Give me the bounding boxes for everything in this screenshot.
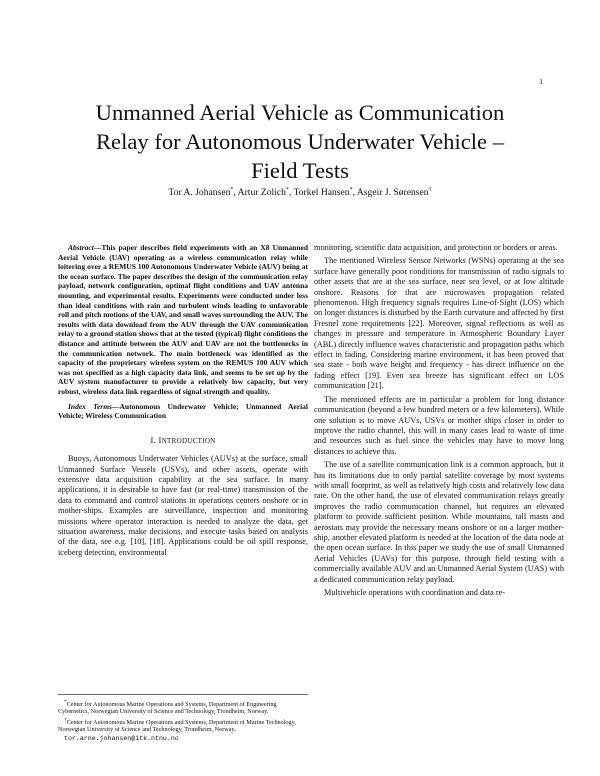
title-line-1: Unmanned Aerial Vehicle as Communication xyxy=(95,100,505,125)
left-column xyxy=(58,243,308,558)
author-name: Tor A. Johansen xyxy=(168,187,231,199)
index-terms xyxy=(58,402,308,421)
section-number: I. xyxy=(150,434,157,445)
author-name: Torkel Hansen xyxy=(293,187,350,199)
intro-paragraph-1: Buoys, Autonomous Underwater Vehicles (AUVs) at the surface, small Unmanned Surface Vessels (USVs), and other assets, operate with extensive data acquisition capability at the sea surface. In many applications, it is desirable to have fast (or real-time) transmission of the data to command and control stations in operations centers onshore or in mother-ships. Examples are surveillance, inspection and monitoring missions where operator interaction is needed to analyze the data, get situation awareness, make decisions, and execute tasks based on analysis of the data, see e.g. [10], [18]. Applications could be oil spill response, iceberg detection, environmental xyxy=(58,454,308,557)
paper-title xyxy=(60,98,540,185)
index-terms-text: —Autonomous Underwater Vehicle; Unmanned Aerial Vehicle; Wireless Communication xyxy=(58,401,309,421)
author-affil-mark: * xyxy=(285,187,289,193)
abstract-text: —This paper describes field experiments with an X8 Unmanned Aerial Vehicle (UAV) operating as a wireless communication relay while loitering over a REMUS 100 Autonomous Underwater Vehicle (AUV) being at the ocean surface. The paper describes the design of the communication relay payload, network configuration, optimal flight conditions and UAV antenna mounting, and experimental results. Experiments were conducted under less than ideal conditions with rain and turbulent winds leading to unfavorable roll and pitch motions of the UAV, and small waves surrounding the AUV. The results with data download from the AUV through the UAV communication relay to a ground station shows that at the tested (typical) flight conditions the distance and attitude between the AUV and UAV are not the bottlenecks in the communication network. The main bottleneck was identified as the capacity of the proprietary wireless system on the REMUS 100 AUV which was not specified as a high capacity data link, and seems to be set up by the AUV system manufacturer to provide a relatively low capacity, but very robust, wireless data link regardless of signal strength and quality. xyxy=(58,243,308,396)
author-name: Asgeir J. Sørensen xyxy=(356,187,429,199)
footnotes xyxy=(58,694,308,743)
abstract xyxy=(58,243,308,397)
footnote-affiliation-1 xyxy=(58,699,308,716)
section-title-cap: I xyxy=(158,434,162,445)
right-column xyxy=(314,243,564,598)
title-line-2: Relay for Autonomous Underwater Vehicle – xyxy=(95,129,505,154)
section-heading-introduction xyxy=(58,435,308,446)
footnote-text: Center for Autonomous Marine Operations and Systems, Department of Engineering Cybernetics, Norwegian University of Science and Technology, Trondheim, Norway. xyxy=(58,701,277,716)
intro-paragraph-3: The mentioned effects are in particular a problem for long distance communication (beyond a few hundred meters or a few kilometers). While one solution is to move AUVs, USVs or mother ships closer in order to improve the radio channel, this will in many cases lead to waste of time and resources such as fuel since the vehicles may have to move long distances to achieve this. xyxy=(314,394,564,456)
author-affil-mark: * xyxy=(230,187,234,193)
author-affil-mark: * xyxy=(349,187,353,193)
intro-paragraph-4: The use of a satellite communication link is a common approach, but it has its limitations due to only partial satellite coverage by most systems with small footprint, as well as relatively high costs and relatively low data rate. On the other hand, the use of elevated communication relays greatly improves the radio communication channel, but requires an elevated platform to provide sufficient position. While mountains, tall masts and aerostats may provide the necessary means onshore or on a larger mother-ship, another elevated platform is needed at the location of the data node at the open ocean surface. In this paper we study the use of small Unmanned Aerial Vehicles (UAVs) for this purpose, through field testing with a commercially available AUV and an Unmanned Aerial System (UAS) with a dedicated communication relay payload. xyxy=(314,460,564,584)
author-list: Tor A. Johansen*, Artur Zolich*, Torkel Hansen*, Asgeir J. Sørensen† xyxy=(168,187,432,199)
page-number: 1 xyxy=(539,77,543,86)
footnote-mark: † xyxy=(64,716,67,723)
abstract-label: Abstract xyxy=(68,243,94,252)
footnote-affiliation-2 xyxy=(58,717,308,734)
footnote-text: Center for Autonomous Marine Operations and Systems, Department of Marine Technology, Norwegian University of Science and Technology, Trondheim, Norway. xyxy=(58,718,296,734)
title-line-3: Field Tests xyxy=(251,158,349,183)
author-affil-mark: † xyxy=(428,187,432,193)
footnote-mark: * xyxy=(64,699,67,705)
index-terms-label: Index Terms xyxy=(68,401,112,411)
intro-paragraph-continued: monitoring, scientific data acquisition, and protection or borders or areas. xyxy=(314,243,558,252)
intro-paragraph-5: Multivehicle operations with coordination and data re- xyxy=(324,588,506,597)
section-title-rest: NTRODUCTION xyxy=(161,436,216,445)
author-name: Artur Zolich xyxy=(237,187,286,199)
footnote-email[interactable]: tor.arne.johansen@itk.ntnu.no xyxy=(64,734,179,742)
intro-paragraph-2: The mentioned Wireless Sensor Networks (WSNs) operating at the sea surface have generally poor conditions for transmission of radio signals to other assets that are at the sea surface, near sea level, or at low altitude onshore. Reasons for that are microwaves propagation related phenomenon. High frequency signals requires Line-of-Sight (LOS) which on longer distances is disturbed by the Earth curvature and affected by first Fresnel zone requirements [22]. Moreover, signal reflections as well as changes in pressure and temperature in Atmospheric Boundary Layer (ABL) directly influence waves characteristic and propagation paths which effect in fading. Considering marine environment, it has been proved that sea state - both wave height and frequency - has direct influence on the fading effect [19]. Even sea breeze has significant effect on LOS communication [21]. xyxy=(314,256,564,391)
